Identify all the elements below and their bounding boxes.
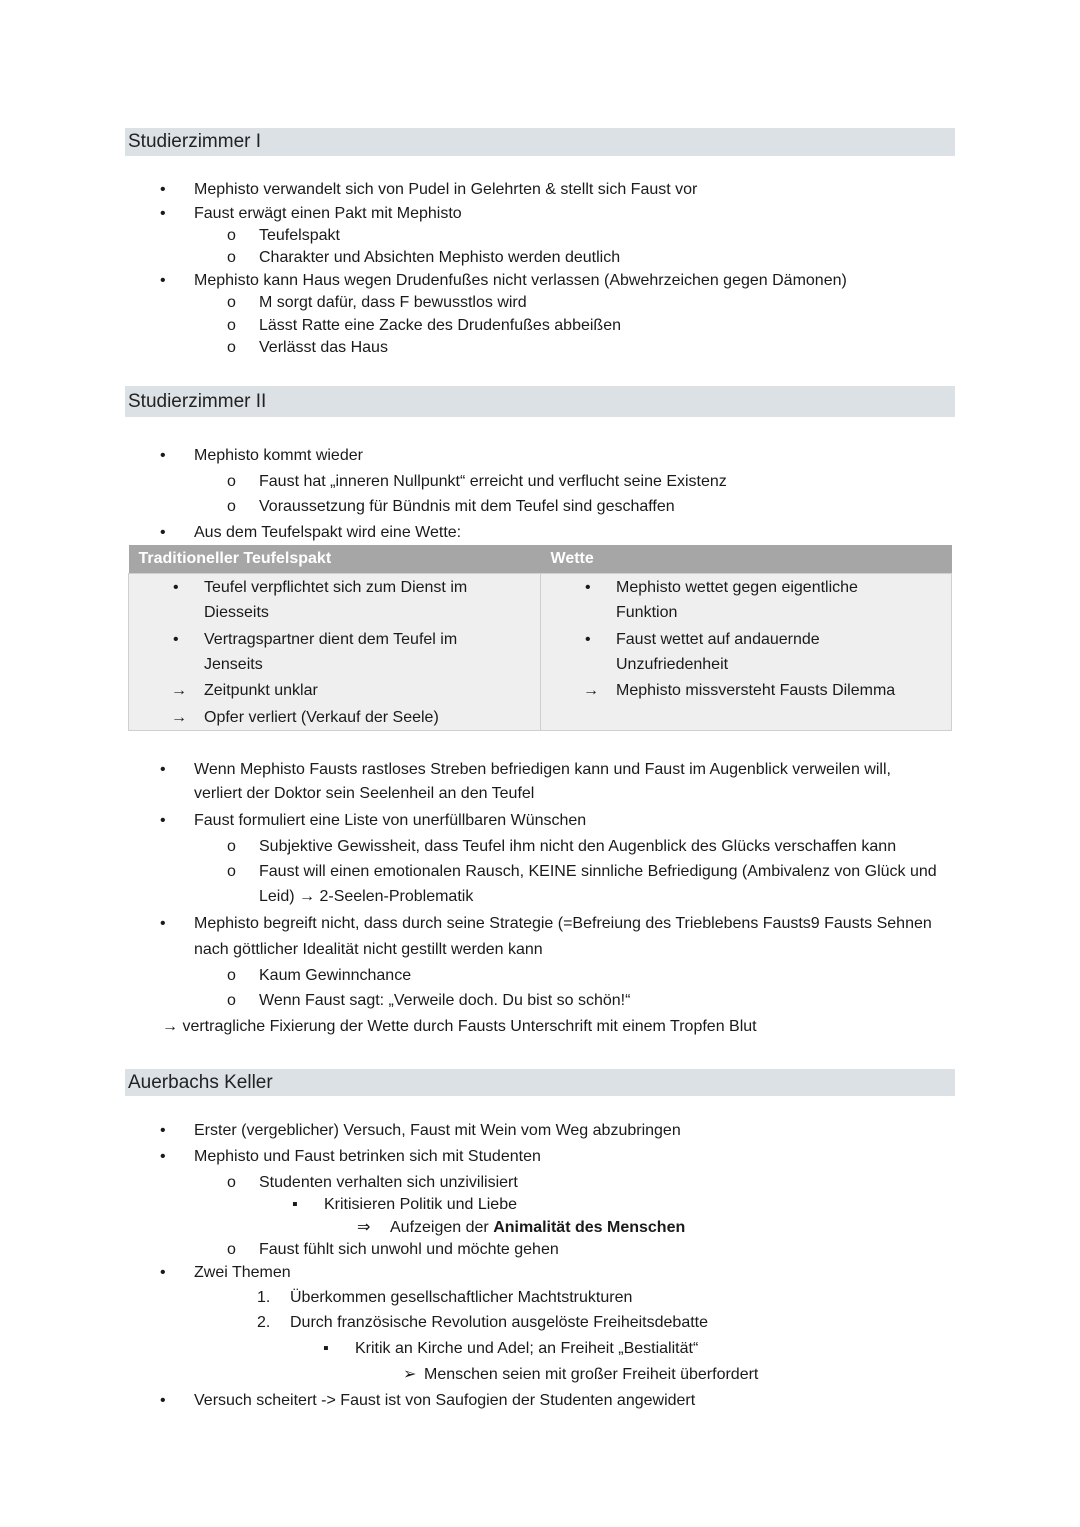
cell-text: Opfer verliert (Verkauf der Seele) — [204, 709, 439, 726]
bullet-dot: • — [173, 579, 179, 596]
list-item — [390, 1218, 685, 1238]
emphasis-text: Animalität des Menschen — [493, 1219, 686, 1236]
list-item: Faust formuliert eine Liste von unerfüllbaren Wünschen — [194, 812, 587, 829]
bullet-dot: • — [585, 579, 591, 596]
bullet-circle: o — [227, 317, 236, 334]
bullet-circle: o — [227, 1241, 236, 1258]
section-heading-studierzimmer-2: Studierzimmer II — [125, 386, 955, 417]
list-item: Kritik an Kirche und Adel; an Freiheit „Bestialität“ — [355, 1340, 699, 1357]
bullet-dot: • — [585, 631, 591, 648]
list-item: Verlässt das Haus — [259, 339, 388, 356]
bullet-dot: • — [160, 1264, 166, 1281]
list-item: Menschen seien mit großer Freiheit überfordert — [424, 1366, 759, 1383]
bullet-dot: • — [160, 205, 166, 222]
bullet-square: ▪ — [292, 1196, 298, 1213]
list-item: Voraussetzung für Bündnis mit dem Teufel sind geschaffen — [259, 498, 675, 515]
cell-text: Faust wettet auf andauernde — [616, 631, 820, 648]
cell-text: Unzufriedenheit — [616, 656, 729, 673]
cell-text: Mephisto wettet gegen eigentliche — [616, 579, 858, 596]
bullet-dot: • — [160, 812, 166, 829]
bullet-circle: o — [227, 863, 236, 880]
arrow-icon: → — [583, 682, 599, 699]
list-item: Charakter und Absichten Mephisto werden deutlich — [259, 249, 621, 266]
list-item: Versuch scheitert -> Faust ist von Saufogien der Studenten angewidert — [194, 1392, 696, 1409]
list-item: Lässt Ratte eine Zacke des Drudenfußes abbeißen — [259, 317, 621, 334]
cell-text: Funktion — [616, 604, 678, 621]
bullet-circle: o — [227, 473, 236, 490]
table-header-teufelspakt: Traditioneller Teufelspakt — [129, 545, 541, 574]
bullet-circle: o — [227, 249, 236, 266]
cell-text: Vertragspartner dient dem Teufel im — [204, 631, 458, 648]
list-item: Erster (vergeblicher) Versuch, Faust mit Wein vom Weg abzubringen — [194, 1122, 681, 1139]
bullet-dot: • — [160, 1392, 166, 1409]
list-item: Faust hat „inneren Nullpunkt“ erreicht und verflucht seine Existenz — [259, 473, 727, 490]
bullet-circle: o — [227, 339, 236, 356]
bullet-dot: • — [160, 524, 166, 541]
section-heading-auerbachs-keller: Auerbachs Keller — [125, 1069, 955, 1096]
list-item: Überkommen gesellschaftlicher Machtstrukturen — [290, 1289, 633, 1306]
list-item: Zwei Themen — [194, 1264, 291, 1281]
list-item: Mephisto begreift nicht, dass durch seine Strategie (=Befreiung des Trieblebens Fausts9 Fausts Sehnen — [194, 915, 932, 932]
list-item: Aus dem Teufelspakt wird eine Wette: — [194, 524, 462, 541]
list-item: Studenten verhalten sich unzivilisiert — [259, 1174, 518, 1191]
cell-text: Teufel verpflichtet sich zum Dienst im — [204, 579, 468, 596]
bullet-circle: o — [227, 294, 236, 311]
arrow-icon: → — [171, 709, 187, 726]
bullet-circle: o — [227, 498, 236, 515]
comparison-table — [128, 545, 952, 731]
list-item: Durch französische Revolution ausgelöste Freiheitsdebatte — [290, 1314, 709, 1331]
list-item: Faust erwägt einen Pakt mit Mephisto — [194, 205, 462, 222]
table-cell-teufelspakt — [129, 574, 541, 731]
list-item: Faust fühlt sich unwohl und möchte gehen — [259, 1241, 559, 1258]
list-item: Mephisto kommt wieder — [194, 447, 363, 464]
list-item: Kritisieren Politik und Liebe — [324, 1196, 517, 1213]
arrow-icon: → — [171, 682, 187, 699]
triangle-arrow-icon: ➢ — [403, 1366, 417, 1383]
list-item: Faust will einen emotionalen Rausch, KEINE sinnliche Befriedigung (Ambivalenz von Glück und — [259, 863, 937, 880]
bullet-square: ▪ — [323, 1340, 329, 1357]
bullet-dot: • — [160, 447, 166, 464]
list-item-continued: Leid) → 2-Seelen-Problematik — [259, 888, 474, 905]
bullet-circle: o — [227, 967, 236, 984]
conclusion-line: → vertragliche Fixierung der Wette durch Fausts Unterschrift mit einem Tropfen Blut — [162, 1018, 757, 1035]
list-item-continued: verliert der Doktor sein Seelenheil an den Teufel — [194, 785, 535, 802]
list-item: Wenn Faust sagt: „Verweile doch. Du bist so schön!“ — [259, 992, 631, 1009]
list-item-text: Aufzeigen der — [390, 1219, 494, 1236]
bullet-dot: • — [160, 915, 166, 932]
cell-text: Mephisto missversteht Fausts Dilemma — [616, 682, 896, 699]
list-item: Teufelspakt — [259, 227, 340, 244]
list-item: Kaum Gewinnchance — [259, 967, 412, 984]
number-marker: 1. — [257, 1289, 271, 1306]
list-item: Subjektive Gewissheit, dass Teufel ihm nicht den Augenblick des Glücks verschaffen kann — [259, 838, 897, 855]
list-item-continued: nach göttlicher Idealität nicht gestillt werden kann — [194, 941, 543, 958]
number-marker: 2. — [257, 1314, 271, 1331]
table-cell-wette — [541, 574, 952, 731]
cell-text: Jenseits — [204, 656, 263, 673]
list-item: Mephisto verwandelt sich von Pudel in Gelehrten & stellt sich Faust vor — [194, 181, 698, 198]
bullet-dot: • — [160, 761, 166, 778]
bullet-dot: • — [160, 181, 166, 198]
section-heading-studierzimmer-1: Studierzimmer I — [125, 128, 955, 156]
bullet-circle: o — [227, 227, 236, 244]
list-item: Mephisto und Faust betrinken sich mit Studenten — [194, 1148, 541, 1165]
bullet-dot: • — [173, 631, 179, 648]
list-item: Mephisto kann Haus wegen Drudenfußes nicht verlassen (Abwehrzeichen gegen Dämonen) — [194, 272, 847, 289]
bullet-circle: o — [227, 838, 236, 855]
implies-icon: ⇒ — [357, 1219, 371, 1236]
bullet-circle: o — [227, 992, 236, 1009]
cell-text: Diesseits — [204, 604, 269, 621]
cell-text: Zeitpunkt unklar — [204, 682, 318, 699]
bullet-dot: • — [160, 272, 166, 289]
list-item: M sorgt dafür, dass F bewusstlos wird — [259, 294, 527, 311]
bullet-dot: • — [160, 1148, 166, 1165]
list-item: Wenn Mephisto Fausts rastloses Streben befriedigen kann und Faust im Augenblick verweilen will, — [194, 761, 891, 778]
bullet-dot: • — [160, 1122, 166, 1139]
table-header-wette: Wette — [541, 545, 952, 574]
bullet-circle: o — [227, 1174, 236, 1191]
